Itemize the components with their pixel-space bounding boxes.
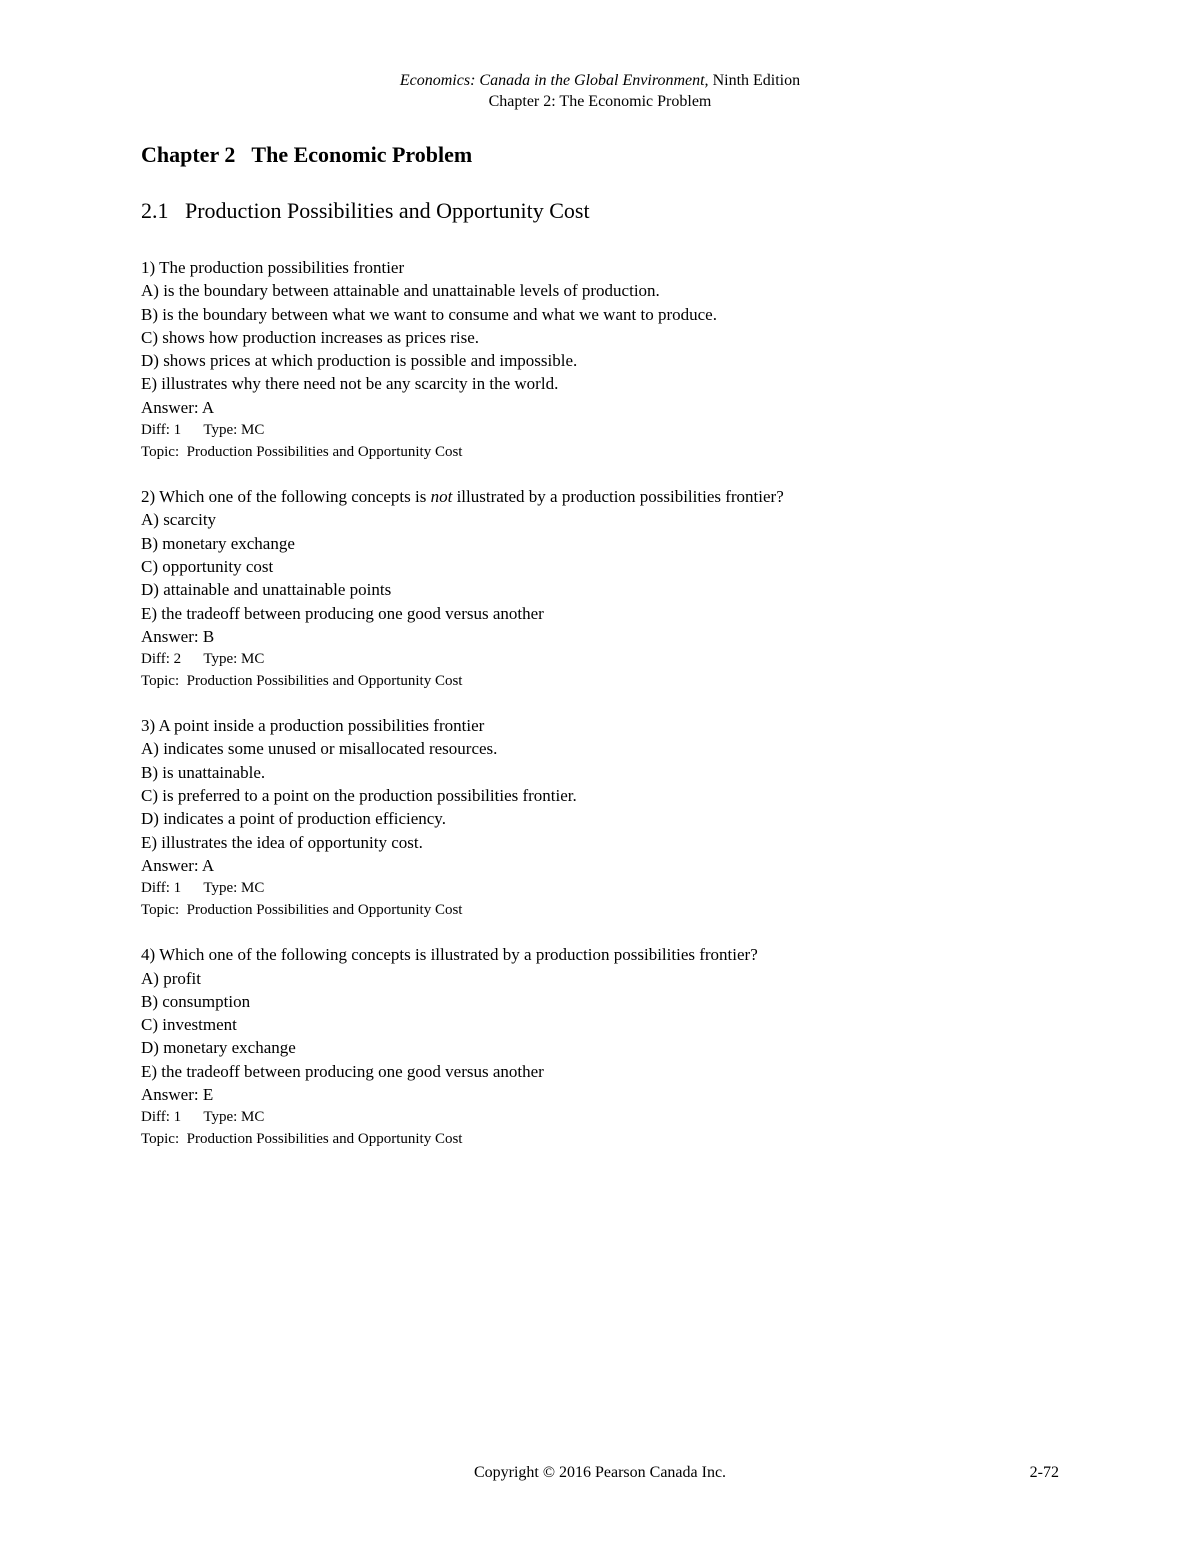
question-stem <box>141 943 1061 966</box>
difficulty-line: Diff: 1 Type: MC <box>141 1109 265 1126</box>
topic-line: Topic: Production Possibilities and Opportunity Cost <box>141 673 463 690</box>
option-b: B) monetary exchange <box>141 533 295 553</box>
copyright-notice: Copyright © 2016 Pearson Canada Inc. <box>473 1464 727 1481</box>
difficulty-line: Diff: 2 Type: MC <box>141 651 265 668</box>
stem-emphasis: not <box>430 487 453 507</box>
book-edition: Ninth Edition <box>712 72 801 89</box>
option-b: B) consumption <box>141 991 251 1011</box>
stem-text-end: illustrated by a production possibilities frontier? <box>452 487 784 507</box>
option-c: C) shows how production increases as prices rise. <box>141 327 480 347</box>
option-c: C) is preferred to a point on the production possibilities frontier. <box>141 786 577 806</box>
stem-text: 2) Which one of the following concepts is <box>141 487 431 507</box>
option-a: A) indicates some unused or misallocated resources. <box>141 739 498 759</box>
option-b: B) is unattainable. <box>141 762 266 782</box>
option-a: A) profit <box>141 968 201 988</box>
stem-text: 4) Which one of the following concepts is illustrated by a production possibilities frontier? <box>141 945 758 965</box>
option-c: C) opportunity cost <box>141 556 274 576</box>
option-e: E) illustrates why there need not be any scarcity in the world. <box>141 374 559 394</box>
answer-line: Answer: E <box>141 1085 214 1105</box>
option-d: D) indicates a point of production efficiency. <box>141 809 446 829</box>
option-a: A) is the boundary between attainable and unattainable levels of production. <box>141 281 660 301</box>
option-e: E) illustrates the idea of opportunity cost. <box>141 832 423 852</box>
difficulty-line: Diff: 1 Type: MC <box>141 880 265 897</box>
question-stem <box>141 485 1061 508</box>
topic-line: Topic: Production Possibilities and Opportunity Cost <box>141 902 463 919</box>
answer-line: Answer: B <box>141 626 215 646</box>
running-header <box>0 70 1200 112</box>
section-title: 2.1 Production Possibilities and Opportunity Cost <box>141 198 590 223</box>
stem-text: 1) The production possibilities frontier <box>141 258 405 277</box>
book-title: Economics: Canada in the Global Environment, <box>399 72 709 89</box>
question-2 <box>141 485 1061 692</box>
option-c: C) investment <box>141 1015 237 1035</box>
option-b: B) is the boundary between what we want to consume and what we want to produce. <box>141 304 717 324</box>
option-d: D) shows prices at which production is possible and impossible. <box>141 351 578 371</box>
topic-line: Topic: Production Possibilities and Opportunity Cost <box>141 444 463 461</box>
header-book-line <box>0 70 1200 91</box>
page-number: 2-72 <box>1029 1464 1059 1481</box>
answer-line: Answer: A <box>141 855 215 875</box>
option-d: D) attainable and unattainable points <box>141 580 392 600</box>
topic-line: Topic: Production Possibilities and Opportunity Cost <box>141 1131 463 1148</box>
question-1 <box>141 256 1061 463</box>
question-stem <box>141 714 1061 737</box>
difficulty-line: Diff: 1 Type: MC <box>141 422 265 439</box>
answer-line: Answer: A <box>141 397 215 417</box>
option-e: E) the tradeoff between producing one good versus another <box>141 603 544 623</box>
option-e: E) the tradeoff between producing one good versus another <box>141 1061 544 1081</box>
chapter-title: Chapter 2 The Economic Problem <box>141 142 473 167</box>
header-chapter-line: Chapter 2: The Economic Problem <box>488 93 712 110</box>
option-d: D) monetary exchange <box>141 1038 296 1058</box>
question-stem <box>141 256 1061 279</box>
question-3 <box>141 714 1061 921</box>
option-a: A) scarcity <box>141 510 217 530</box>
question-4 <box>141 943 1061 1150</box>
question-list <box>141 256 1061 1172</box>
stem-text: 3) A point inside a production possibilities frontier <box>141 716 485 736</box>
